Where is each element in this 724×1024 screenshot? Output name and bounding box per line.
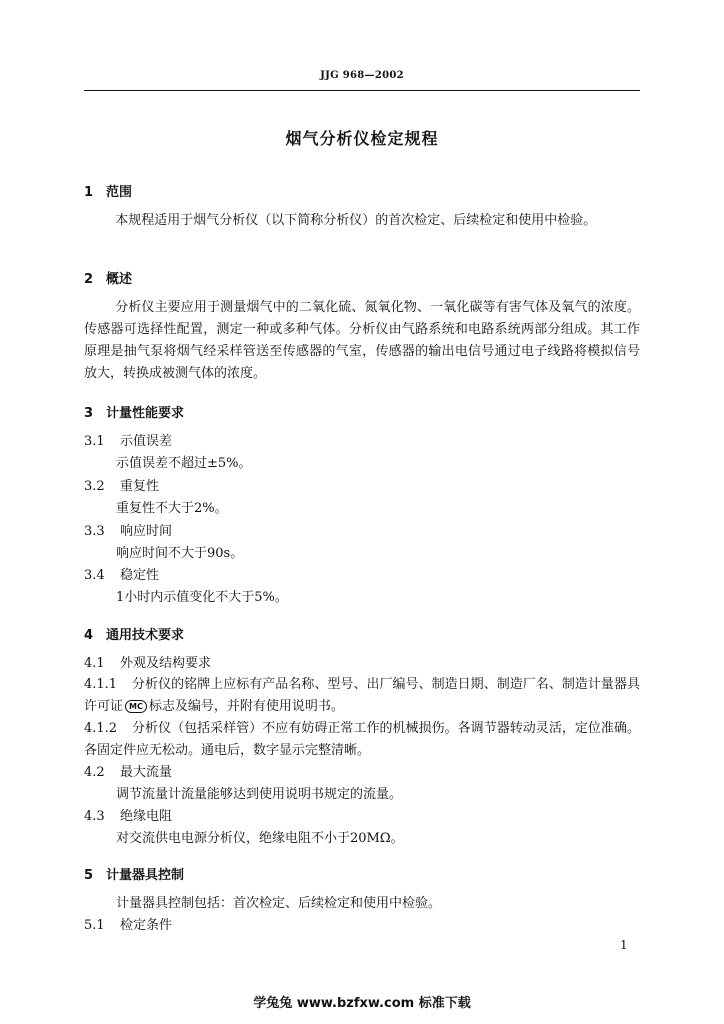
clause-4-1-1-paragraph: 4.1.1 分析仪的铭牌上应标有产品名称、型号、出厂编号、制造日期、制造厂名、制造计量器具许可证 MC 标志及编号，并附有使用说明书。 [84,677,640,714]
document-title: 烟气分析仪检定规程 [285,129,439,148]
section-title: 计量器具控制 [106,868,185,883]
section-title: 概述 [106,272,133,287]
header-rule [84,90,640,91]
section-number: 2 [84,272,94,287]
section-5-paragraph: 计量器具控制包括：首次检定、后续检定和使用中检验。 [116,896,442,911]
mc-certification-mark: MC [125,700,147,713]
section-5-heading [84,864,184,883]
section-1-heading [84,181,132,200]
section-number: 5 [84,868,94,883]
clause-4-2-heading: 4.2 最大流量 [84,765,173,780]
section-number: 4 [84,628,94,643]
section-1-paragraph: 本规程适用于烟气分析仪（以下简称分析仪）的首次检定、后续检定和使用中检验。 [115,213,597,228]
clause-3-4-text: 1小时内示值变化不大于5%。 [116,590,288,605]
clause-3-2-text: 重复性不大于2%。 [116,501,228,516]
clause-3-2-heading: 3.2 重复性 [84,479,160,494]
section-title: 通用技术要求 [106,628,185,643]
section-2-heading [84,268,132,287]
clause-3-1-heading: 3.1 示值误差 [84,434,173,449]
section-title: 范围 [106,185,133,200]
section-number: 3 [84,406,94,421]
clause-5-1-heading: 5.1 检定条件 [84,918,173,933]
section-4-heading [84,624,184,643]
section-2-paragraph: 分析仪主要应用于测量烟气中的二氧化硫、氮氧化物、一氧化碳等有害气体及氧气的浓度。传感器可选择性配置，测定一种或多种气体。分析仪由气路系统和电路系统两部分组成。其工作原理是抽气泵将烟气经采样管送至传感器的气室，传感器的输出电信号通过电子线路将模拟信号放大，转换成被测气体的浓度。 [84,300,640,381]
header-standard-code: JJG 968—2002 [320,70,404,81]
clause-4-3-heading: 4.3 绝缘电阻 [84,809,173,824]
clause-4-1-2-paragraph: 4.1.2 分析仪（包括采样管）不应有妨碍正常工作的机械损伤。各调节器转动灵活，定位准确。各固定件应无松动。通电后，数字显示完整清晰。 [84,721,640,758]
clause-3-4-heading: 3.4 稳定性 [84,568,160,583]
clause-3-3-text: 响应时间不大于90s。 [116,546,244,561]
clause-4-1-heading: 4.1 外观及结构要求 [84,656,212,671]
clause-4-3-text: 对交流供电电源分析仪，绝缘电阻不小于20MΩ。 [116,831,404,846]
section-number: 1 [84,185,94,200]
section-3-heading [84,402,184,421]
footer-watermark: 学兔兔 www.bzfxw.com 标准下载 [253,996,471,1011]
clause-3-3-heading: 3.3 响应时间 [84,524,173,539]
page-number: 1 [620,938,628,952]
section-title: 计量性能要求 [106,406,185,421]
clause-3-1-text: 示值误差不超过±5%。 [116,456,252,471]
clause-4-2-text: 调节流量计流量能够达到使用说明书规定的流量。 [116,787,403,802]
